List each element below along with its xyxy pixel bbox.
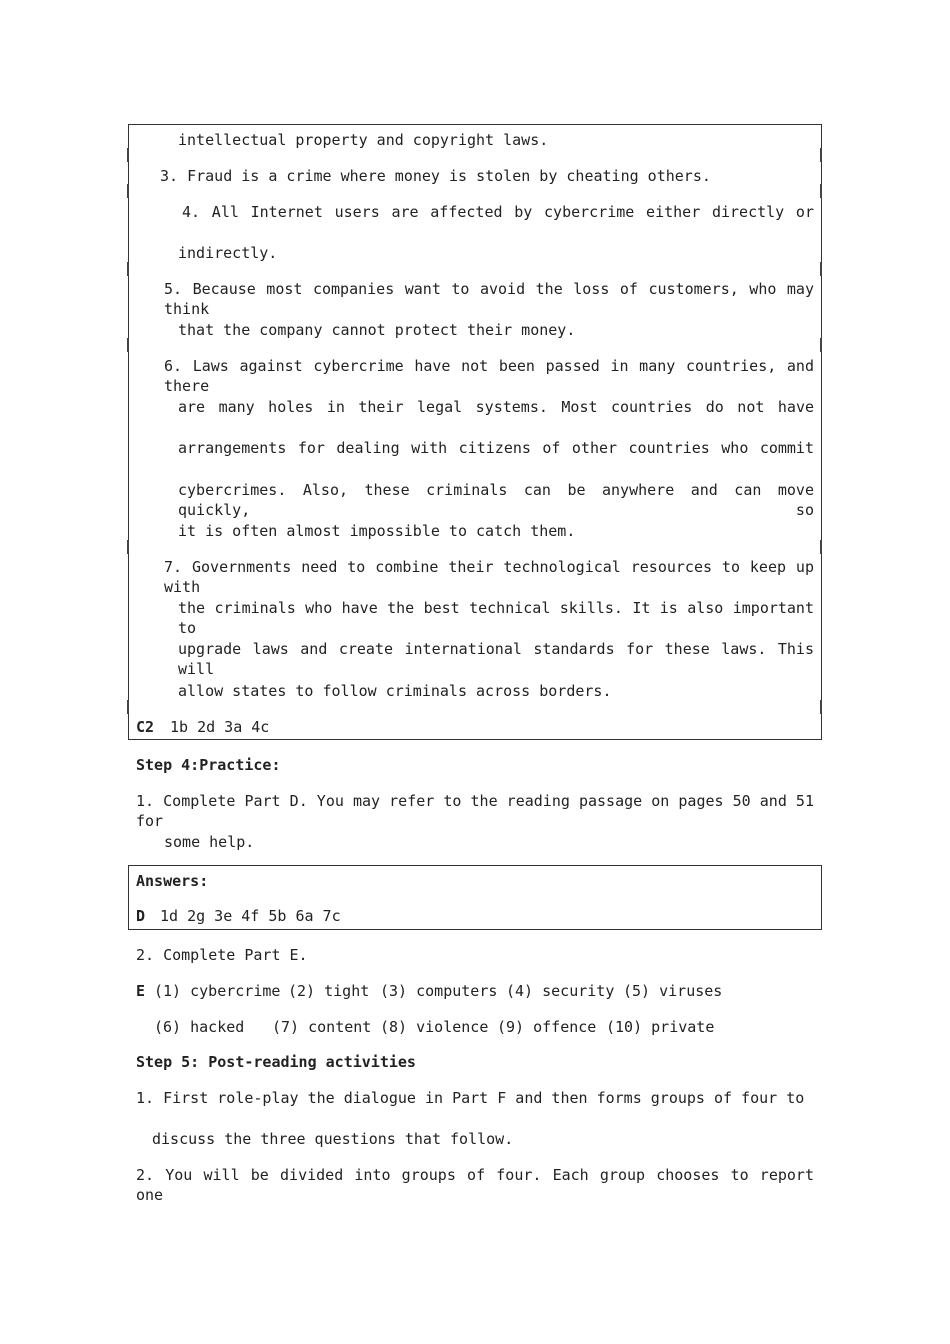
border-tick (820, 540, 822, 554)
step4-item-1: 1. Complete Part D. You may refer to the reading passage on pages 50 and 51 for (136, 792, 814, 830)
answer-item-6: 6. Laws against cybercrime have not been passed in many countries, and there (164, 357, 814, 395)
step5-item-1-cont: discuss the three questions that follow. (152, 1130, 514, 1148)
answer-line: intellectual property and copyright laws. (178, 131, 549, 149)
answer-item-7-cont: the criminals who have the best technical skills. It is also important to (178, 599, 814, 637)
answer-item-6-cont: cybercrimes. Also, these criminals can be anywhere and can move quickly, so (178, 481, 814, 519)
c2-label: C2 (136, 718, 155, 736)
part-e-answer: (9) offence (497, 1018, 597, 1036)
step5-item-1: 1. First role-play the dialogue in Part F and then forms groups of four to (136, 1089, 805, 1107)
part-e-answer: (7) content (272, 1018, 372, 1036)
answer-item-5-cont: that the company cannot protect their money. (178, 321, 576, 339)
part-e-answer: (8) violence (380, 1018, 489, 1036)
answer-item-3: 3. Fraud is a crime where money is stolen by cheating others. (160, 167, 711, 185)
part-e-answer: (10) private (606, 1018, 715, 1036)
border-tick (127, 700, 129, 714)
answer-item-6-cont: are many holes in their legal systems. Most countries do not have (178, 398, 814, 416)
answer-item-4: 4. All Internet users are affected by cybercrime either directly or (182, 203, 814, 221)
border-tick (820, 148, 822, 162)
answer-item-4-cont: indirectly. (178, 244, 278, 262)
border-tick (820, 700, 822, 714)
answers-d-values: 1d 2g 3e 4f 5b 6a 7c (160, 907, 341, 925)
part-e-answer: (1) cybercrime (154, 982, 281, 1000)
part-e-label: E (136, 982, 146, 1000)
step5-item-2: 2. You will be divided into groups of four. Each group chooses to report one (136, 1166, 814, 1204)
answer-item-6-cont: it is often almost impossible to catch them. (178, 522, 576, 540)
answer-item-5: 5. Because most companies want to avoid the loss of customers, who may think (164, 280, 814, 318)
border-tick (127, 338, 129, 352)
border-tick (820, 262, 822, 276)
border-tick (820, 338, 822, 352)
part-e-answer: (3) computers (380, 982, 498, 1000)
step4-heading: Step 4:Practice: (136, 756, 281, 774)
step4-item-1-cont: some help. (164, 833, 255, 851)
border-tick (127, 184, 129, 198)
part-e-answer: (2) tight (288, 982, 370, 1000)
step5-heading: Step 5: Post-reading activities (136, 1053, 416, 1071)
answer-item-7-cont: allow states to follow criminals across borders. (178, 682, 612, 700)
border-tick (127, 148, 129, 162)
answer-item-7: 7. Governments need to combine their technological resources to keep up with (164, 558, 814, 596)
c2-answers: 1b 2d 3a 4c (170, 718, 270, 736)
part-e-answer: (6) hacked (154, 1018, 245, 1036)
part-e-instruction: 2. Complete Part E. (136, 946, 308, 964)
answers-d-heading: Answers: (136, 872, 209, 890)
answers-d-label: D (136, 907, 146, 925)
part-e-answer: (5) viruses (623, 982, 723, 1000)
border-tick (820, 184, 822, 198)
answer-item-7-cont: upgrade laws and create international standards for these laws. This will (178, 640, 814, 678)
answer-item-6-cont: arrangements for dealing with citizens of other countries who commit (178, 439, 814, 457)
border-tick (127, 262, 129, 276)
part-e-answer: (4) security (506, 982, 615, 1000)
border-tick (127, 540, 129, 554)
